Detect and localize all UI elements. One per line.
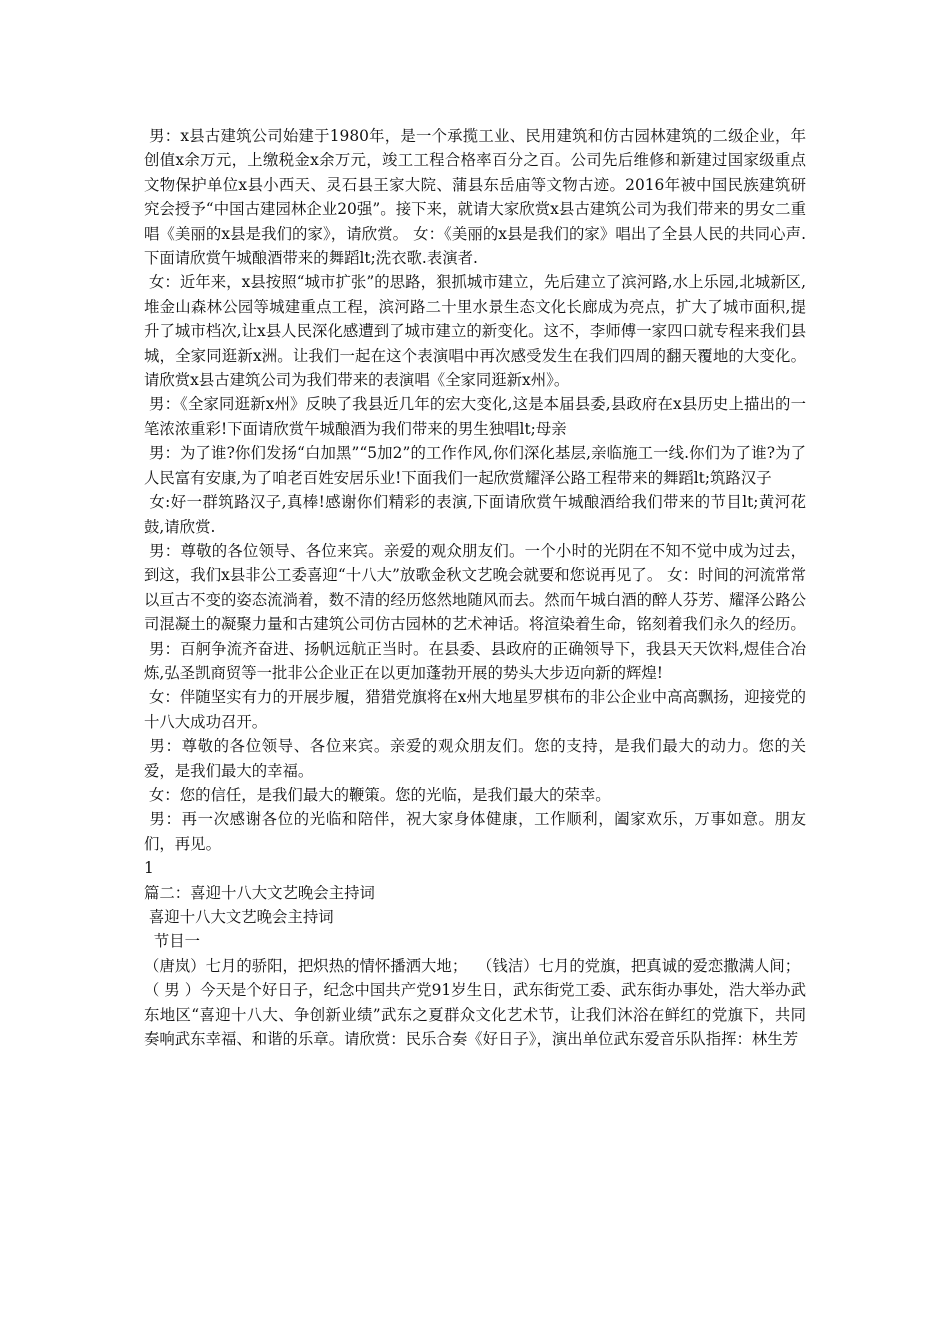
subtitle: 喜迎十八大文艺晚会主持词 [144, 908, 334, 926]
paragraph: 男：尊敬的各位领导、各位来宾。亲爱的观众朋友们。一个小时的光阴在不知不觉中成为过去，到这，我们x县非公工委喜迎“十八大”放歌金秋文艺晚会就要和您说再见了。 女：时间的河流常常以亘古不变的姿态流淌着，数不清的经历悠然地随风而去。然而午城白酒的醉人芬芳、耀泽公路公司混凝土的凝聚力量和古建筑公司仿古园林的艺术神话。将渲染着生命，铭刻着我们永久的经历。 [144, 541, 806, 634]
paragraph: 男：《全家同逛新x州》反映了我县近几年的宏大变化,这是本届县委,县政府在x县历史上描出的一笔浓浓重彩!下面请欣赏午城酿酒为我们带来的男生独唱lt;母亲 [144, 395, 806, 438]
paragraph: 男：尊敬的各位领导、各位来宾。亲爱的观众朋友们。您的支持，是我们最大的动力。您的关爱，是我们最大的幸福。 [144, 737, 806, 780]
paragraph: 男：为了谁?你们发扬“白加黑”“5加2”的工作作风,你们深化基层,亲临施工一线.你们为了谁?为了人民富有安康,为了咱老百姓安居乐业!下面我们一起欣赏耀泽公路工程带来的舞蹈lt;筑路汉子 [144, 444, 806, 487]
page-number: 1 [144, 859, 154, 878]
paragraph: 男：百舸争流齐奋进、扬帆远航正当时。在县委、县政府的正确领导下，我县天天饮料,煜佳合冶炼,弘圣凯商贸等一批非公企业正在以更加蓬勃开展的势头大步迈向新的辉煌! [144, 639, 806, 682]
document-page [144, 124, 806, 1051]
paragraph: （唐岚）七月的骄阳，把炽热的情怀播洒大地； （钱洁）七月的党旗，把真诚的爱恋撒满人间； [144, 956, 801, 975]
paragraph: 男：再一次感谢各位的光临和陪伴，祝大家身体健康，工作顺利，阖家欢乐，万事如意。朋友们，再见。 [144, 810, 806, 853]
paragraph: 女:好一群筑路汉子,真棒!感谢你们精彩的表演,下面请欣赏午城酿酒给我们带来的节目lt;黄河花鼓,请欣赏. [144, 493, 806, 536]
paragraph: 女：近年来，x县按照“城市扩张”的思路，狠抓城市建立，先后建立了滨河路,水上乐园,北城新区,堆金山森林公园等城建重点工程，滨河路二十里水景生态文化长廊成为亮点，扩大了城市面积,提升了城市档次,让x县人民深化感遭到了城市建立的新变化。这不，李师傅一家四口就专程来我们县城，全家同逛新x洲。让我们一起在这个表演唱中再次感受发生在我们四周的翻天覆地的大变化。请欣赏x县古建筑公司为我们带来的表演唱《全家同逛新x州》。 [144, 273, 806, 390]
paragraph: 女：伴随坚实有力的开展步履，猎猎党旗将在x州大地星罗棋布的非公企业中高高飘扬，迎接党的十八大成功召开。 [144, 688, 806, 731]
paragraph: 男：x县古建筑公司始建于1980年，是一个承揽工业、民用建筑和仿古园林建筑的二级企业，年创值x余万元，上缴税金x余万元，竣工工程合格率百分之百。公司先后维修和新建过国家级重点文物保护单位x县小西天、灵石县王家大院、蒲县东岳庙等文物古迹。2016年被中国民族建筑研究会授予“中国古建园林企业20强”。接下来，就请大家欣赏x县古建筑公司为我们带来的男女二重唱《美丽的x县是我们的家》，请欣赏。 女：《美丽的x县是我们的家》唱出了全县人民的共同心声.下面请欣赏午城酿酒带来的舞蹈lt;洗衣歌.表演者. [144, 127, 806, 268]
paragraph: 女：您的信任，是我们最大的鞭策。您的光临，是我们最大的荣幸。 [144, 785, 611, 804]
paragraph: （ 男 ）今天是个好日子，纪念中国共产党91岁生日，武东街党工委、武东街办事处，浩大举办武东地区“喜迎十八大、争创新业绩”武东之夏群众文化艺术节，让我们沐浴在鲜红的党旗下，共同奏响武东幸福、和谐的乐章。请欣赏：民乐合奏《好日子》，演出单位武东爱音乐队指挥：林生芳 [144, 981, 806, 1049]
section-title: 篇二：喜迎十八大文艺晚会主持词 [144, 883, 375, 902]
program-heading: 节目一 [144, 932, 200, 951]
